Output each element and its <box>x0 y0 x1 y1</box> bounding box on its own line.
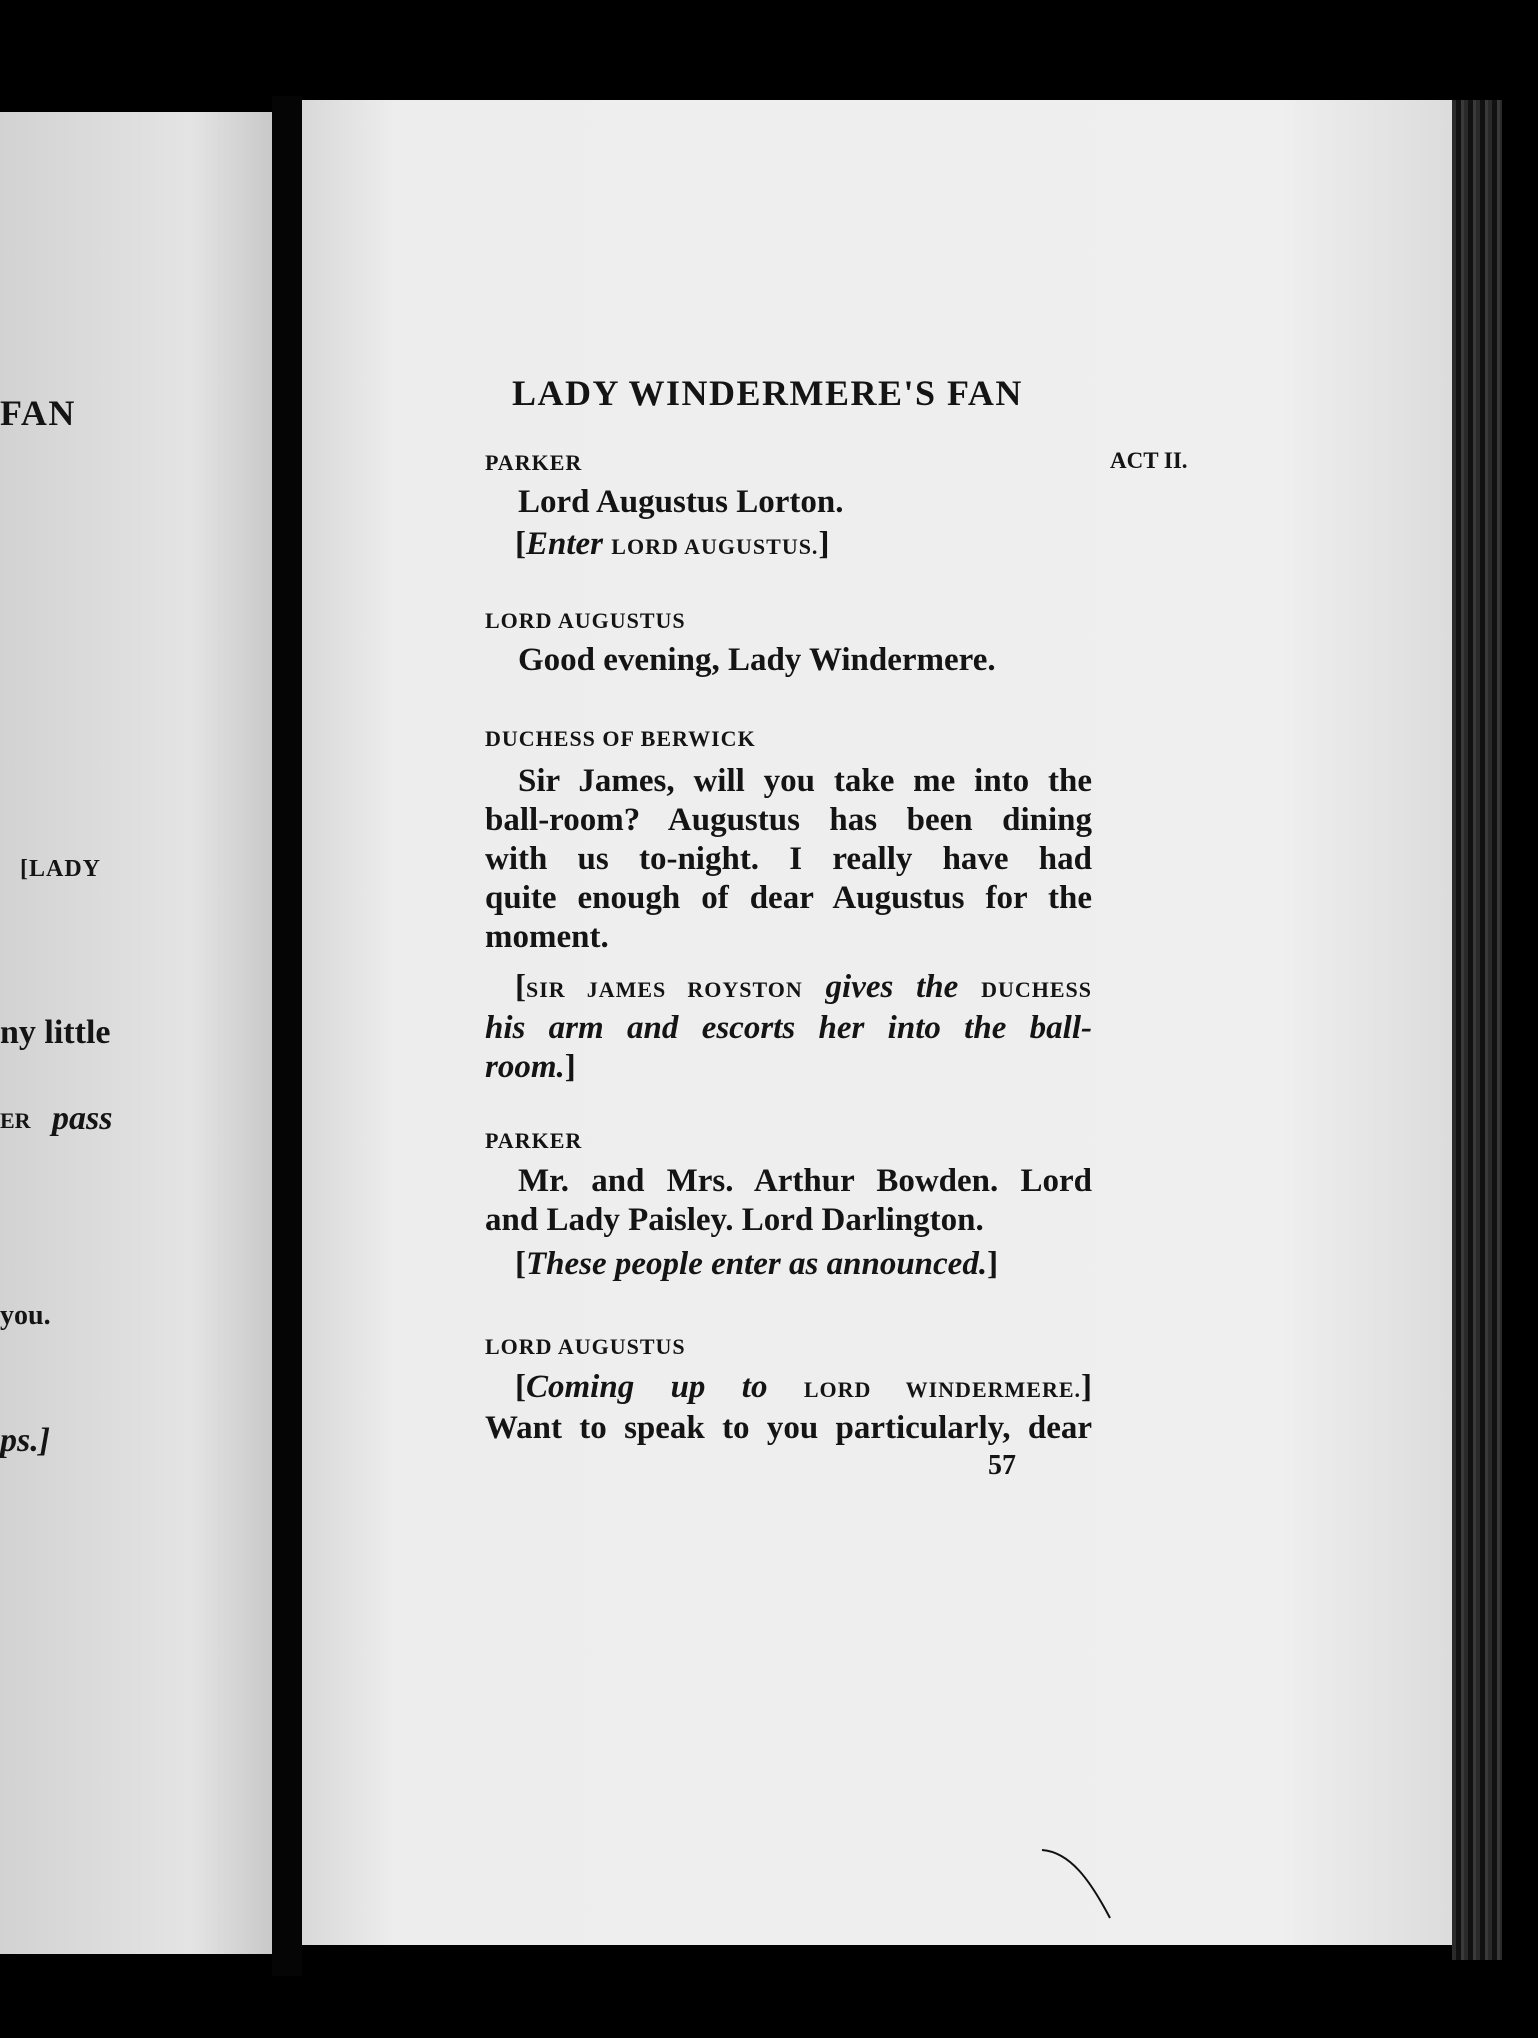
stage-direction-paragraph <box>485 968 1092 1087</box>
stage-direction-caps: LORD AUGUSTUS. <box>611 534 819 559</box>
stage-direction-italic: room. <box>485 1049 565 1085</box>
speaker-parker-1: PARKER <box>485 450 583 475</box>
stage-direction-row: his arm and escorts her into the ball- <box>485 1010 1092 1046</box>
left-running-head-fragment: FAN <box>0 393 76 433</box>
act-label: ACT II. <box>1110 448 1188 473</box>
stage-direction-row: [Coming up to LORD WINDERMERE.] <box>515 1369 1093 1405</box>
left-fragment-you: you. <box>0 1300 51 1331</box>
stage-direction-row <box>485 1048 1092 1087</box>
speech-row: moment. <box>485 919 609 955</box>
left-fragment-pass: pass <box>52 1100 113 1137</box>
speech-row: with us to-night. I really have had <box>485 841 1092 877</box>
stage-direction-italic: Coming up to <box>526 1369 768 1405</box>
stage-direction-italic: Enter <box>526 526 604 562</box>
stage-direction-caps: LORD WINDERMERE. <box>803 1377 1082 1402</box>
speech-paragraph <box>485 1162 1092 1240</box>
left-fragment-little: ny little <box>0 1014 111 1051</box>
speaker-lord-augustus-1: LORD AUGUSTUS <box>485 608 686 633</box>
speaker-duchess-of-berwick: DUCHESS OF BERWICK <box>485 726 756 751</box>
speech-line: Lord Augustus Lorton. <box>518 484 844 520</box>
book-gutter <box>272 96 302 1976</box>
running-head: LADY WINDERMERE'S FAN <box>512 373 1023 413</box>
pencil-mark <box>1040 1840 1120 1920</box>
stage-direction <box>515 526 829 563</box>
left-fragment-er: ER <box>0 1108 31 1133</box>
stage-direction-row: [SIR JAMES ROYSTON gives the DUCHESS <box>515 969 1093 1005</box>
stage-direction-italic: gives the <box>825 969 959 1005</box>
bracket-open: [ <box>515 526 526 562</box>
speech-line: Good evening, Lady Windermere. <box>518 642 996 678</box>
bracket-close: ] <box>564 1049 576 1085</box>
speech-row: quite enough of dear Augustus for the <box>485 880 1092 916</box>
left-fragment-lady: [LADY <box>20 856 101 882</box>
bracket-close: ] <box>818 526 830 562</box>
speech-row: ball-room? Augustus has been dining <box>485 802 1092 838</box>
speech-paragraph <box>485 1368 1092 1448</box>
left-fragment-ps: ps.] <box>0 1422 51 1459</box>
speech-row: and Lady Paisley. Lord Darlington. <box>485 1202 984 1238</box>
speaker-parker-2: PARKER <box>485 1128 583 1153</box>
speech-row: Mr. and Mrs. Arthur Bowden. Lord <box>518 1163 1092 1199</box>
page-number: 57 <box>988 1450 1016 1481</box>
book-edge <box>1452 100 1502 1960</box>
stage-direction-caps: SIR JAMES ROYSTON <box>526 977 803 1002</box>
speaker-lord-augustus-2: LORD AUGUSTUS <box>485 1334 686 1359</box>
speech-row: Sir James, will you take me into the <box>518 763 1092 799</box>
stage-direction-caps: DUCHESS <box>981 977 1093 1002</box>
speech-paragraph <box>485 762 1092 957</box>
stage-direction-italic: These people enter as announced. <box>526 1246 988 1282</box>
stage-direction: [These people enter as announced.] <box>515 1246 999 1282</box>
speech-row: Want to speak to you particularly, dear <box>485 1410 1092 1446</box>
